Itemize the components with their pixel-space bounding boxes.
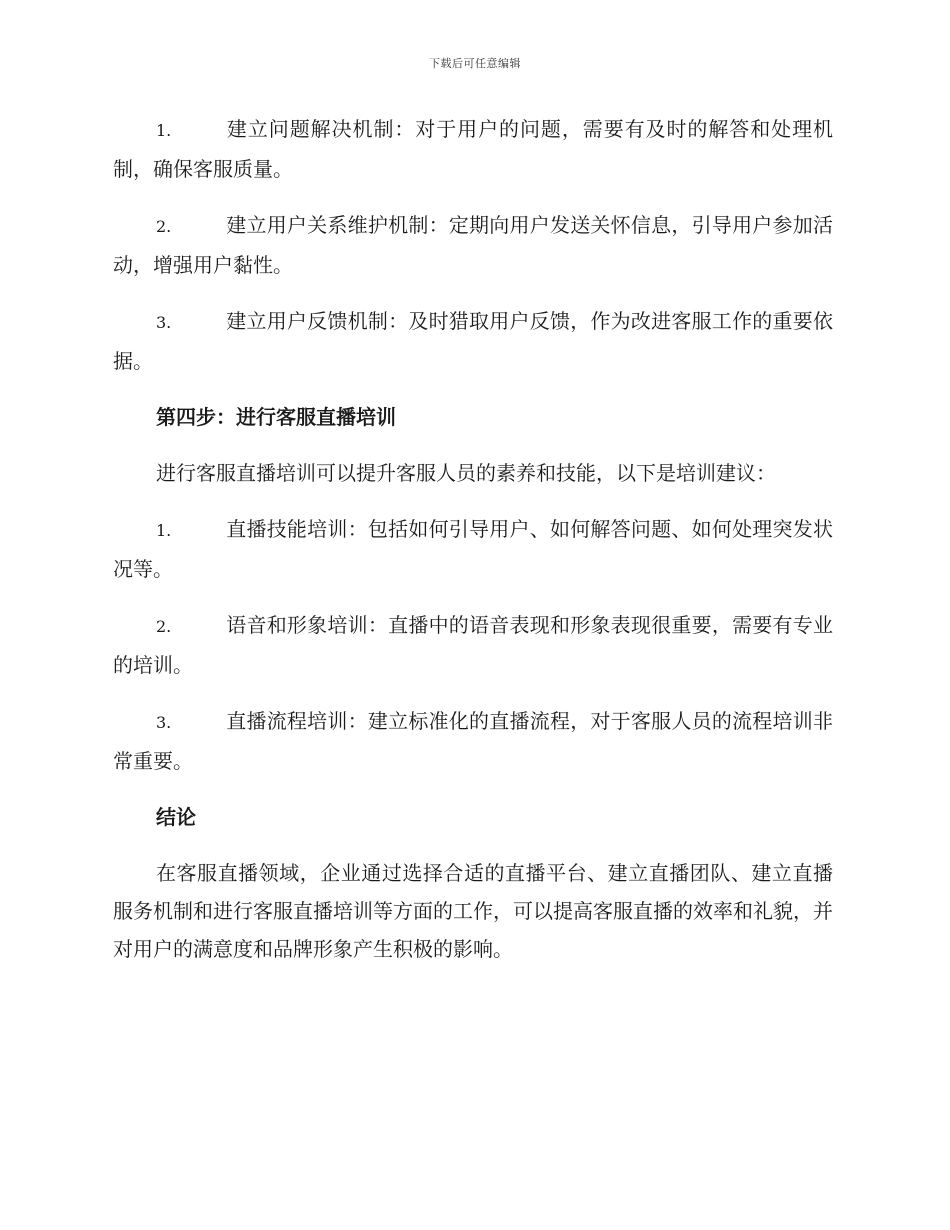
list-text: 建立问题解决机制：对于用户的问题，需要有及时的解答和处理机制，确保客服质量。 — [113, 117, 833, 181]
conclusion-text: 在客服直播领域，企业通过选择合适的直播平台、建立直播团队、建立直播服务机制和进行客服直播培训等方面的工作，可以提高客服直播的效率和礼貌，并对用户的满意度和品牌形象产生积极的影响。 — [113, 861, 833, 961]
step4-intro: 进行客服直播培训可以提升客服人员的素养和技能，以下是培训建议： — [156, 461, 776, 485]
list-item — [113, 206, 833, 284]
list-text: 直播技能培训：包括如何引导用户、如何解答问题、如何处理突发状况等。 — [113, 517, 833, 581]
list-text: 建立用户反馈机制：及时猎取用户反馈，作为改进客服工作的重要依据。 — [113, 309, 833, 373]
list-text: 直播流程培训：建立标准化的直播流程，对于客服人员的流程培训非常重要。 — [113, 709, 833, 773]
list-number: 1. — [156, 121, 172, 140]
list-item — [113, 702, 833, 780]
list-text: 语音和形象培训：直播中的语音表现和形象表现很重要，需要有专业的培训。 — [113, 613, 833, 677]
document-body — [113, 110, 833, 986]
list-item — [113, 606, 833, 684]
section-heading-conclusion: 结论 — [156, 805, 196, 829]
list-number: 2. — [156, 217, 172, 236]
list-number: 2. — [156, 617, 172, 636]
list-number: 3. — [156, 713, 172, 732]
page-header: 下载后可任意编辑 — [429, 57, 521, 70]
list-item — [113, 110, 833, 188]
list-number: 1. — [156, 521, 172, 540]
list-text: 建立用户关系维护机制：定期向用户发送关怀信息，引导用户参加活动，增强用户黏性。 — [113, 213, 833, 277]
section-heading-step4: 第四步：进行客服直播培训 — [156, 405, 396, 429]
list-item — [113, 302, 833, 380]
list-item — [113, 510, 833, 588]
list-number: 3. — [156, 313, 172, 332]
